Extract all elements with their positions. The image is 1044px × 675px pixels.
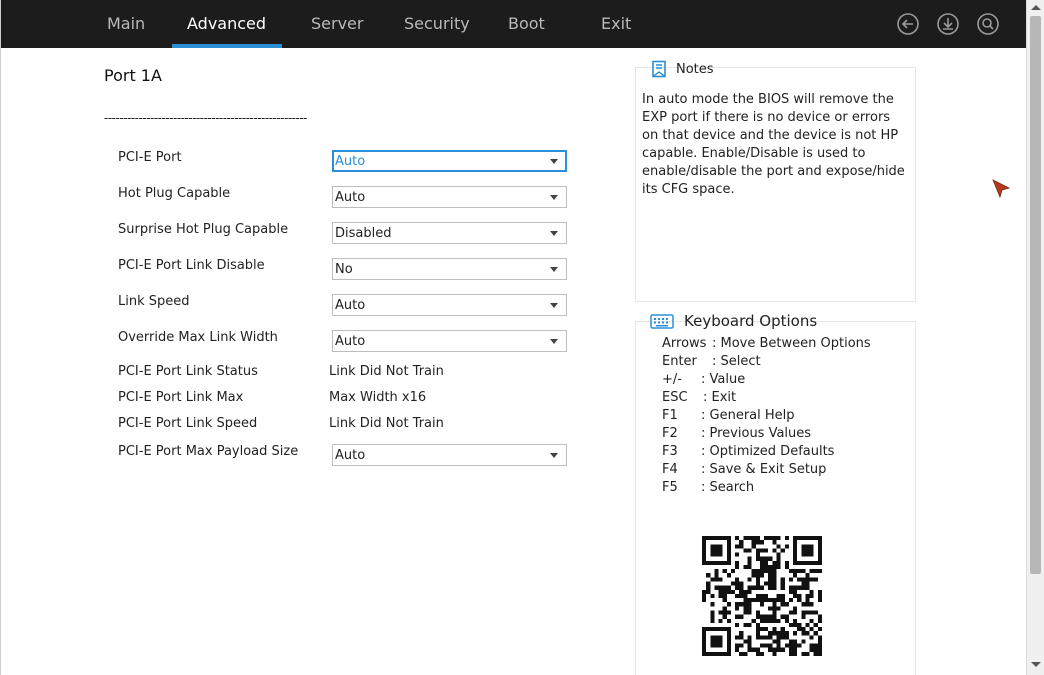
kb-key: +/- xyxy=(662,372,682,387)
setting-label-link-status: PCI-E Port Link Status xyxy=(118,364,258,379)
setting-label-link-max: PCI-E Port Link Max xyxy=(118,390,244,405)
surprise-hot-plug-dropdown[interactable] xyxy=(332,222,567,244)
kb-desc: : Move Between Options xyxy=(712,336,871,351)
tab-server[interactable]: Server xyxy=(311,14,364,33)
kb-desc: : Value xyxy=(701,372,746,387)
dropdown-value: Auto xyxy=(335,448,366,463)
pcie-port-dropdown[interactable] xyxy=(332,150,567,172)
kb-desc: : Save & Exit Setup xyxy=(701,462,827,477)
top-nav-bar xyxy=(1,0,1027,48)
kb-key: F3 xyxy=(662,444,678,459)
setting-label-link-speed: Link Speed xyxy=(118,294,190,309)
dropdown-arrow-icon xyxy=(550,159,558,164)
kb-desc: : Optimized Defaults xyxy=(701,444,835,459)
link-speed-dropdown[interactable] xyxy=(332,294,567,316)
dropdown-arrow-icon xyxy=(550,267,558,272)
qr-code-graphic xyxy=(702,536,822,656)
override-link-width-dropdown[interactable] xyxy=(332,330,567,352)
dropdown-value: No xyxy=(335,262,353,277)
notes-text: In auto mode the BIOS will remove the EXP port if there is no device or errors on that device and the device is not HP capable. Enable/Disable is used to enable/disable the port and expose/hide its CFG space. xyxy=(642,92,905,197)
bookmark-icon xyxy=(650,60,668,78)
dropdown-arrow-icon xyxy=(550,303,558,308)
title-separator: ----------------------------------------------------- xyxy=(104,111,307,125)
tab-boot[interactable]: Boot xyxy=(508,14,545,33)
page-title: Port 1A xyxy=(104,66,162,85)
dropdown-value: Disabled xyxy=(335,226,392,241)
settings-panel xyxy=(104,48,634,675)
kb-key: Enter xyxy=(662,354,697,369)
scrollbar-thumb[interactable] xyxy=(1030,16,1041,574)
port-link-speed-value: Link Did Not Train xyxy=(329,416,444,431)
search-icon[interactable] xyxy=(977,13,999,35)
hot-plug-dropdown[interactable] xyxy=(332,186,567,208)
kb-key: F1 xyxy=(662,408,678,423)
setting-label-surprise-hot-plug: Surprise Hot Plug Capable xyxy=(118,222,289,237)
dropdown-value: Auto xyxy=(335,334,366,349)
dropdown-value: Auto xyxy=(335,154,366,169)
link-disable-dropdown[interactable] xyxy=(332,258,567,280)
setting-label-port-link-speed: PCI-E Port Link Speed xyxy=(118,416,258,431)
keyboard-options-title: Keyboard Options xyxy=(684,312,818,330)
kb-desc: : Select xyxy=(712,354,761,369)
vertical-scrollbar[interactable] xyxy=(1026,0,1044,675)
kb-key: F4 xyxy=(662,462,678,477)
setting-label-max-payload: PCI-E Port Max Payload Size xyxy=(118,444,299,459)
max-payload-dropdown[interactable] xyxy=(332,444,567,466)
dropdown-arrow-icon xyxy=(550,339,558,344)
scroll-up-arrow-icon[interactable] xyxy=(1031,5,1041,10)
kb-desc: : Previous Values xyxy=(701,426,812,441)
setting-label-link-disable: PCI-E Port Link Disable xyxy=(118,258,265,273)
dropdown-arrow-icon xyxy=(550,195,558,200)
link-max-value: Max Width x16 xyxy=(329,390,427,405)
mouse-cursor-icon xyxy=(991,178,1011,200)
kb-key: ESC xyxy=(662,390,688,405)
setting-label-override-link-width: Override Max Link Width xyxy=(118,330,278,345)
dropdown-arrow-icon xyxy=(550,231,558,236)
setting-label-hot-plug: Hot Plug Capable xyxy=(118,186,231,201)
dropdown-arrow-icon xyxy=(550,453,558,458)
kb-key: F2 xyxy=(662,426,678,441)
kb-key: Arrows xyxy=(662,336,707,351)
kb-desc: : Search xyxy=(701,480,755,495)
notes-title: Notes xyxy=(676,62,714,77)
download-icon[interactable] xyxy=(937,13,959,35)
qr-code-image xyxy=(702,536,822,656)
tab-security[interactable]: Security xyxy=(404,14,470,33)
kb-desc: : General Help xyxy=(701,408,795,423)
link-status-value: Link Did Not Train xyxy=(329,364,444,379)
tab-exit[interactable]: Exit xyxy=(601,14,632,33)
back-icon[interactable] xyxy=(897,13,919,35)
tab-main[interactable]: Main xyxy=(107,14,146,33)
dropdown-value: Auto xyxy=(335,190,366,205)
scroll-down-arrow-icon[interactable] xyxy=(1031,662,1041,667)
kb-key: F5 xyxy=(662,480,678,495)
kb-desc: : Exit xyxy=(703,390,737,405)
tab-advanced[interactable]: Advanced xyxy=(187,14,267,33)
dropdown-value: Auto xyxy=(335,298,366,313)
keyboard-icon xyxy=(650,312,674,330)
setting-label-pcie-port: PCI-E Port xyxy=(118,150,182,165)
